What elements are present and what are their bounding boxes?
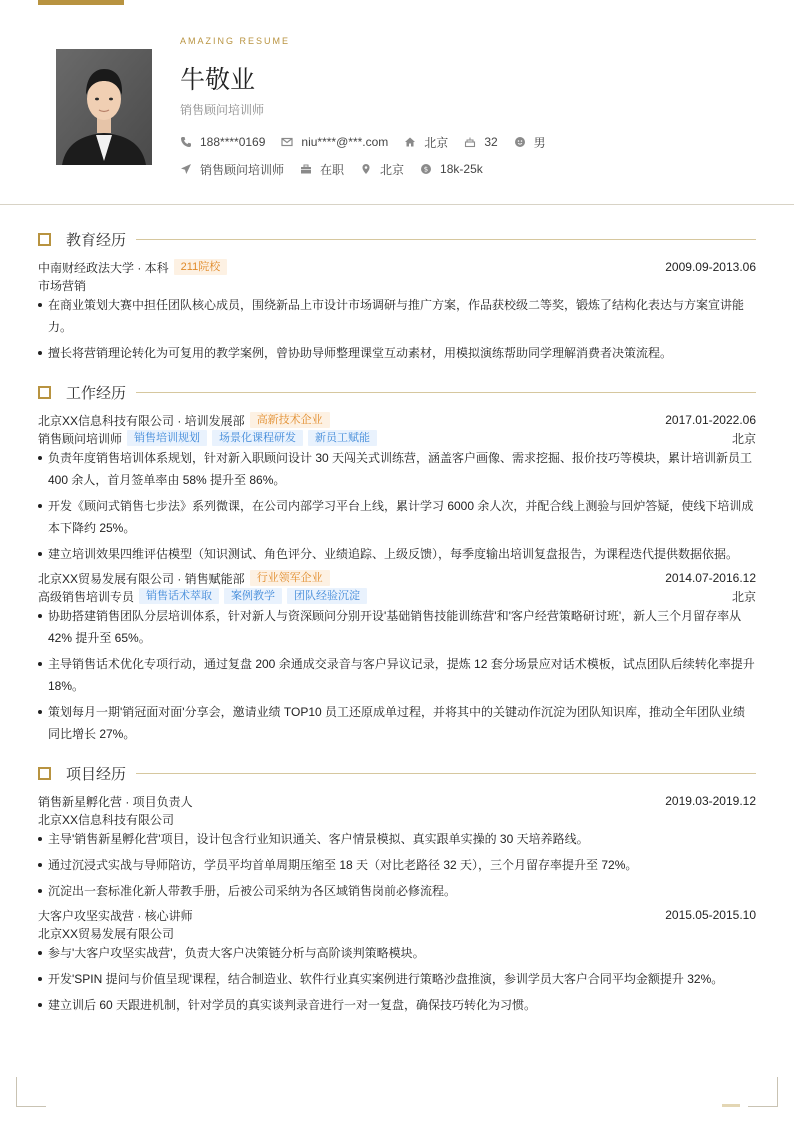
target-city-info <box>360 161 404 178</box>
major-row <box>38 276 756 294</box>
email-info <box>281 135 388 149</box>
education-bullets <box>38 294 756 364</box>
education-title-row <box>38 258 756 276</box>
work-date: 2017.01-2022.06 <box>665 413 756 427</box>
section-rule <box>136 773 756 774</box>
location-pin-icon <box>360 163 372 175</box>
gender-info <box>514 134 546 151</box>
section-title: 项目经历 <box>66 765 127 783</box>
work-entry <box>38 411 756 569</box>
candidate-name: 牛敬业 <box>180 66 256 94</box>
header-divider <box>0 204 794 205</box>
company-tag: 高新技术企业 <box>250 412 330 428</box>
gender-icon <box>514 136 526 148</box>
school-tag: 211院校 <box>174 259 228 275</box>
section-square-icon <box>38 233 51 246</box>
project-org: 北京XX信息科技有限公司 <box>38 812 175 827</box>
list-item: 负责年度销售培训体系规划，针对新入职顾问设计 30 天闯关式训练营，涵盖客户画像、需求挖掘、报价技巧等模块，累计培训新员工 400 余人，首月签单率由 58% 提升至 86%。 <box>38 447 756 491</box>
section-square-icon <box>38 767 51 780</box>
major-name: 市场营销 <box>38 278 87 293</box>
salary-info <box>420 162 483 176</box>
target-position-info <box>180 161 284 178</box>
age-info <box>464 135 497 149</box>
section-title: 工作经历 <box>66 384 127 402</box>
brand-label: AMAZING RESUME <box>180 36 291 46</box>
top-accent-bar <box>38 0 124 5</box>
project-name: 销售新星孵化营 · 项目负责人 <box>38 794 193 809</box>
skill-tag: 销售话术萃取 <box>139 588 219 604</box>
project-bullets <box>38 942 756 1016</box>
hometown-text: 北京 <box>424 135 449 150</box>
list-item: 主导'销售新星孵化营'项目，设计包含行业知识通关、客户情景模拟、真实跟单实操的 30 天培养路线。 <box>38 828 756 850</box>
skill-tag: 销售培训规划 <box>127 430 207 446</box>
section-rule <box>136 392 756 393</box>
contact-info-row <box>180 134 562 150</box>
work-city: 北京 <box>731 431 756 446</box>
project-bullets <box>38 828 756 902</box>
skill-tag: 场景化课程研发 <box>212 430 303 446</box>
work-bullets <box>38 605 756 745</box>
education-entry <box>38 258 756 368</box>
list-item: 在商业策划大赛中担任团队核心成员，围绕新品上市设计市场调研与推广方案，作品获校级二等奖，锻炼了结构化表达与方案宣讲能力。 <box>38 294 756 338</box>
project-org-row <box>38 924 756 942</box>
list-item: 开发《顾问式销售七步法》系列微课，在公司内部学习平台上线，累计学习 6000 余人次，并配合线上测验与回炉答疑，使线下培训成本下降约 25%。 <box>38 495 756 539</box>
company-tag: 行业领军企业 <box>250 570 330 586</box>
list-item: 主导销售话术优化专项行动，通过复盘 200 余通成交录音与客户异议记录，提炼 12 套分场景应对话术模板，试点团队后续转化率提升 18%。 <box>38 653 756 697</box>
list-item: 策划每月一期'销冠面对面'分享会，邀请业绩 TOP10 员工还原成单过程，并将其中的关键动作沉淀为团队知识库，推动全年团队业绩同比增长 27%。 <box>38 701 756 745</box>
send-icon <box>180 163 192 175</box>
list-item: 参与'大客户攻坚实战营'，负责大客户决策链分析与高阶谈判策略模块。 <box>38 942 756 964</box>
corner-decoration-right <box>748 1077 778 1107</box>
email-text: niu****@***.com <box>301 135 389 149</box>
svg-text:$: $ <box>423 165 429 174</box>
work-title-row <box>38 411 756 429</box>
role-row <box>38 587 756 605</box>
phone-icon <box>180 136 192 148</box>
company-name: 北京XX信息科技有限公司 · 培训发展部 <box>38 413 245 428</box>
section-square-icon <box>38 386 51 399</box>
project-org: 北京XX贸易发展有限公司 <box>38 926 175 941</box>
project-org-row <box>38 810 756 828</box>
list-item: 建立培训效果四维评估模型（知识测试、角色评分、业绩追踪、上级反馈），每季度输出培训复盘报告，为课程迭代提供数据依据。 <box>38 543 756 565</box>
mail-icon <box>281 136 293 148</box>
role-name: 高级销售培训专员 <box>38 589 135 604</box>
target-city-text: 北京 <box>380 162 405 177</box>
job-intent-row <box>180 161 499 177</box>
section-title: 教育经历 <box>66 231 127 249</box>
list-item: 协助搭建销售团队分层培训体系，针对新人与资深顾问分别开设'基础销售技能训练营'和'客户经营策略研讨班'，新人三个月留存率从 42% 提升至 65%。 <box>38 605 756 649</box>
project-date: 2019.03-2019.12 <box>665 794 756 808</box>
skill-tag: 案例教学 <box>224 588 282 604</box>
home-icon <box>404 136 416 148</box>
salary-text: 18k-25k <box>440 162 483 176</box>
work-entry <box>38 569 756 749</box>
role-row <box>38 429 756 447</box>
list-item: 开发'SPIN 提问与价值呈现'课程，结合制造业、软件行业真实案例进行策略沙盘推演，参训学员大客户合同平均金额提升 32%。 <box>38 968 756 990</box>
company-name: 北京XX贸易发展有限公司 · 销售赋能部 <box>38 571 245 586</box>
work-city: 北京 <box>731 589 756 604</box>
skill-tag: 新员工赋能 <box>308 430 377 446</box>
education-date: 2009.09-2013.06 <box>665 260 756 274</box>
role-name: 销售顾问培训师 <box>38 431 123 446</box>
work-section-header <box>38 383 756 401</box>
list-item: 通过沉浸式实战与导师陪访，学员平均首单周期压缩至 18 天（对比老路径 32 天），三个月留存率提升至 72%。 <box>38 854 756 876</box>
phone-text: 188****0169 <box>200 135 266 149</box>
salary-icon <box>420 163 432 175</box>
education-section-header <box>38 230 756 248</box>
status-text: 在职 <box>320 162 345 177</box>
project-date: 2015.05-2015.10 <box>665 908 756 922</box>
work-title-row <box>38 569 756 587</box>
list-item: 擅长将营销理论转化为可复用的教学案例，曾协助导师整理课堂互动素材，用模拟演练帮助同学理解消费者决策流程。 <box>38 342 756 364</box>
corner-accent <box>722 1104 740 1107</box>
school-name: 中南财经政法大学 · 本科 <box>38 260 169 275</box>
project-name: 大客户攻坚实战营 · 核心讲师 <box>38 908 193 923</box>
hometown-info <box>404 134 448 151</box>
cake-icon <box>464 136 476 148</box>
gender-text: 男 <box>533 135 546 150</box>
phone-info <box>180 135 265 149</box>
status-info <box>300 161 344 178</box>
list-item: 沉淀出一套标准化新人带教手册，后被公司采纳为各区域销售岗前必修流程。 <box>38 880 756 902</box>
project-title-row <box>38 792 756 810</box>
project-entry <box>38 906 756 1020</box>
work-bullets <box>38 447 756 565</box>
profile-photo <box>56 49 152 165</box>
corner-decoration-left <box>16 1077 46 1107</box>
project-title-row <box>38 906 756 924</box>
age-text: 32 <box>484 135 498 149</box>
target-position-text: 销售顾问培训师 <box>200 162 285 177</box>
list-item: 建立训后 60 天跟进机制，针对学员的真实谈判录音进行一对一复盘，确保技巧转化为习惯。 <box>38 994 756 1016</box>
project-entry <box>38 792 756 906</box>
section-rule <box>136 239 756 240</box>
projects-section-header <box>38 764 756 782</box>
candidate-subtitle: 销售顾问培训师 <box>180 103 265 117</box>
briefcase-icon <box>300 163 312 175</box>
skill-tag: 团队经验沉淀 <box>287 588 367 604</box>
work-date: 2014.07-2016.12 <box>665 571 756 585</box>
